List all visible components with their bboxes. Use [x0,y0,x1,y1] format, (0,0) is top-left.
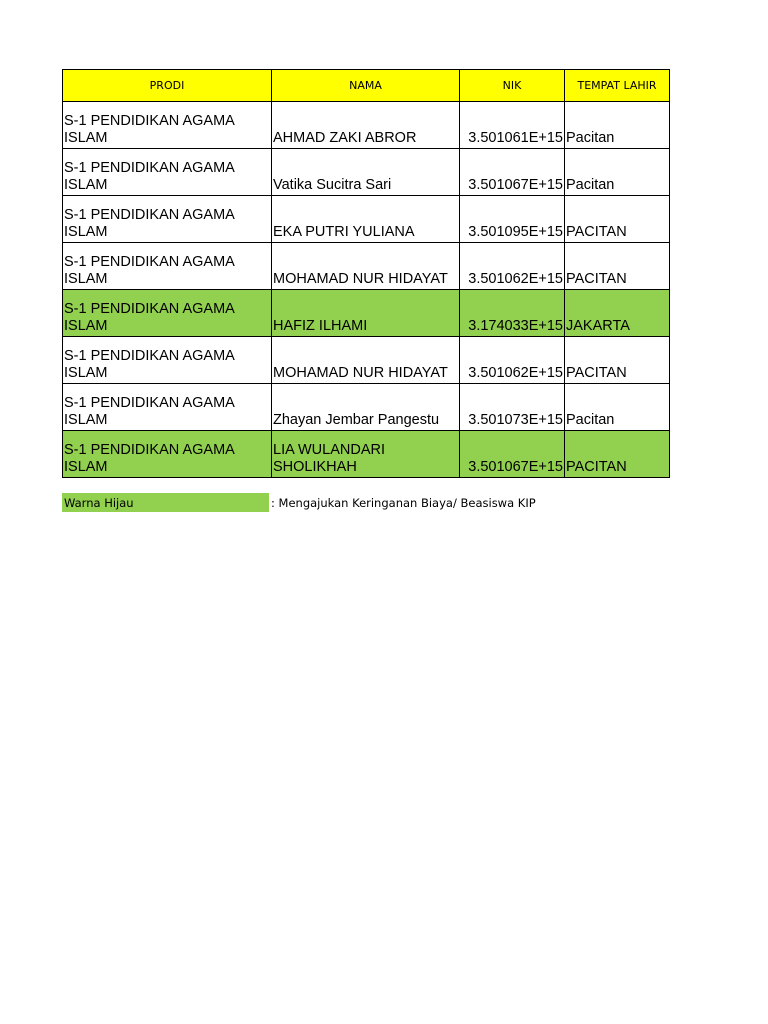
student-table [62,69,670,478]
cell-nama: EKA PUTRI YULIANA [272,196,460,243]
header-tempat-lahir: TEMPAT LAHIR [565,70,670,102]
cell-nik: 3.501095E+15 [460,196,565,243]
cell-tempat-lahir: JAKARTA [565,290,670,337]
table-row [63,337,670,384]
cell-tempat-lahir: Pacitan [565,102,670,149]
cell-tempat-lahir: PACITAN [565,431,670,478]
legend-description: : Mengajukan Keringanan Biaya/ Beasiswa KIP [271,495,536,510]
cell-prodi: S-1 PENDIDIKAN AGAMA ISLAM [63,196,272,243]
table-row [63,196,670,243]
table-row [63,290,670,337]
cell-tempat-lahir: PACITAN [565,196,670,243]
cell-prodi: S-1 PENDIDIKAN AGAMA ISLAM [63,431,272,478]
cell-nama: Zhayan Jembar Pangestu [272,384,460,431]
table-header [63,70,670,102]
header-nama: NAMA [272,70,460,102]
cell-prodi: S-1 PENDIDIKAN AGAMA ISLAM [63,290,272,337]
table-row [63,243,670,290]
cell-prodi: S-1 PENDIDIKAN AGAMA ISLAM [63,337,272,384]
table-row [63,431,670,478]
cell-tempat-lahir: Pacitan [565,384,670,431]
cell-nama: MOHAMAD NUR HIDAYAT [272,243,460,290]
table-row [63,149,670,196]
header-nik: NIK [460,70,565,102]
cell-nama: LIA WULANDARI SHOLIKHAH [272,431,460,478]
cell-prodi: S-1 PENDIDIKAN AGAMA ISLAM [63,243,272,290]
cell-nama: AHMAD ZAKI ABROR [272,102,460,149]
cell-prodi: S-1 PENDIDIKAN AGAMA ISLAM [63,102,272,149]
cell-tempat-lahir: PACITAN [565,337,670,384]
green-swatch: Warna Hijau [62,493,269,512]
cell-nik: 3.501062E+15 [460,337,565,384]
cell-nik: 3.501062E+15 [460,243,565,290]
cell-nik: 3.501067E+15 [460,431,565,478]
cell-nama: MOHAMAD NUR HIDAYAT [272,337,460,384]
color-legend [62,493,536,512]
cell-nik: 3.501061E+15 [460,102,565,149]
cell-nik: 3.501067E+15 [460,149,565,196]
table-row [63,102,670,149]
table-body [63,102,670,478]
cell-prodi: S-1 PENDIDIKAN AGAMA ISLAM [63,384,272,431]
cell-nik: 3.174033E+15 [460,290,565,337]
cell-nik: 3.501073E+15 [460,384,565,431]
cell-nama: Vatika Sucitra Sari [272,149,460,196]
header-row [63,70,670,102]
cell-nama: HAFIZ ILHAMI [272,290,460,337]
cell-tempat-lahir: Pacitan [565,149,670,196]
cell-tempat-lahir: PACITAN [565,243,670,290]
table-row [63,384,670,431]
cell-prodi: S-1 PENDIDIKAN AGAMA ISLAM [63,149,272,196]
header-prodi: PRODI [63,70,272,102]
